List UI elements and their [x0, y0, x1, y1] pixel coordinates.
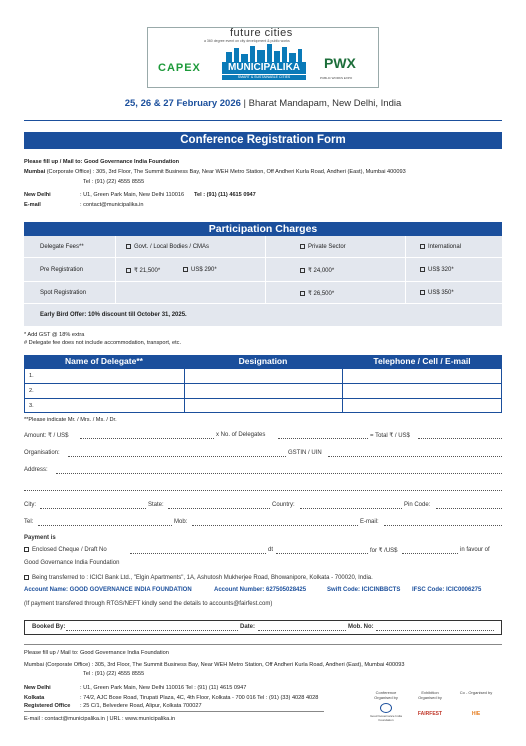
future-cities-logo: future cities [230, 27, 293, 39]
pre-govt-usd [183, 267, 217, 273]
pwx-tagline: PUBLIC WORKS EXPO [320, 76, 353, 80]
pincode-field[interactable] [436, 508, 502, 509]
for-amount-label: for ₹ /US$ [370, 548, 398, 554]
spot-intl [420, 290, 454, 296]
col-divider [265, 236, 266, 304]
tel-field[interactable] [38, 525, 172, 526]
footer-reg-label: Registered Office [24, 703, 71, 709]
col-delegate-fees: Delegate Fees** [40, 244, 84, 250]
checkbox-icon[interactable] [420, 244, 425, 249]
fee-note: # Delegate fee does not include accommodation, transport, etc. [24, 340, 182, 346]
pre-private-value: ₹ 24,000* [308, 268, 335, 274]
capex-logo: CAPEX [158, 62, 201, 74]
govt-label: Govt. / Local Bodies / CMAs [134, 244, 210, 251]
country-label: Country: [272, 502, 295, 508]
total-label: = Total ₹ / US$ [370, 433, 410, 439]
organisation-label: Organisation: [24, 450, 60, 456]
address-field[interactable] [56, 473, 502, 474]
pre-intl [420, 267, 454, 273]
col-telephone: Telephone / Cell / E-mail [373, 356, 471, 366]
divider [24, 120, 502, 121]
organisation-field[interactable] [68, 456, 286, 457]
pre-registration-label: Pre Registration [40, 267, 84, 273]
cheque-no-field[interactable] [130, 553, 266, 554]
private-option [300, 244, 346, 250]
cheque-date-field[interactable] [276, 553, 368, 554]
checkbox-icon[interactable] [24, 547, 29, 552]
checkbox-icon[interactable] [126, 268, 131, 273]
booked-date-label: Date: [240, 624, 256, 630]
booked-by-label: Booked By: [32, 624, 66, 630]
spot-private-value: ₹ 26,500* [308, 291, 335, 297]
booked-by-box [24, 620, 502, 635]
mumbai-address-text: (Corporate Office) : 305, 3rd Floor, The Summit Business Bay, Near WEH Metro Station, Off Andheri Kurla Road, Andheri (East), Mumbai 400093 [45, 169, 406, 175]
footer-kolkata: : 74/2, AJC Bose Road, Tirupati Plaza, 4C, 4th Floor, Kolkata - 700 016 Tel : (91) (33) 4028 4028 [80, 695, 319, 701]
govt-option [126, 244, 209, 250]
booked-mob-label: Mob. No: [348, 624, 374, 630]
table-row[interactable] [25, 369, 501, 384]
gstin-label: GSTIN / UIN [288, 450, 322, 456]
pre-govt-usd-value: US$ 290* [191, 267, 217, 274]
event-date-venue [0, 98, 526, 109]
footer-divider-2 [24, 711, 324, 712]
bank-transfer-label: Being transferred to : ICICI Bank Ltd., "Elgin Apartments", 1A, Ashutosh Mukherjee Road, Bhowanipore, Kolkata - 700020, India. [32, 575, 373, 582]
checkbox-icon[interactable] [420, 267, 425, 272]
state-label: State: [148, 502, 164, 508]
event-venue: | Bharat Mandapam, New Delhi, India [240, 98, 402, 109]
pwx-logo: PWX [324, 55, 356, 71]
payment-heading: Payment is [24, 535, 56, 541]
fill-up-note: Please fill up / Mail to: Good Governance India Foundation [24, 159, 180, 165]
account-name: Account Name: GOOD GOVERNANCE INDIA FOUNDATION [24, 587, 192, 593]
rtgs-note: (If payment transfered through RTGS/NEFT kindly send the details to accounts@fairfest.com) [24, 601, 273, 607]
email-field[interactable] [384, 525, 502, 526]
table-row[interactable] [25, 399, 501, 414]
checkbox-icon[interactable] [126, 244, 131, 249]
private-label: Private Sector [308, 244, 346, 251]
ifsc-code: IFSC Code: ICIC0006275 [412, 587, 482, 593]
table-row[interactable] [25, 384, 501, 399]
email-field-label: E-mail: [360, 519, 379, 525]
row-number: 2. [29, 388, 34, 394]
checkbox-icon[interactable] [183, 267, 188, 272]
tel-label: Tel: [24, 519, 34, 525]
pre-private [300, 267, 334, 274]
email-address: : contact@municipalika.in [80, 202, 144, 208]
intl-option [420, 244, 461, 250]
bank-transfer-option [24, 575, 373, 581]
col-divider [405, 236, 406, 304]
delhi-tel: Tel : (91) (11) 4615 0947 [194, 192, 256, 198]
pre-govt-inr [126, 267, 160, 274]
hie-logo: HIE [471, 711, 481, 717]
state-field[interactable] [168, 508, 270, 509]
municipalika-logo: MUNICIPALIKA [222, 62, 306, 74]
col-divider [115, 236, 116, 304]
cheque-label: Enclosed Cheque / Draft No [32, 547, 107, 554]
footer-fill-up: Please fill up / Mail to: Good Governance India Foundation [24, 650, 169, 656]
footer-reg: : 25 C/1, Belvedere Road, Alipur, Kolkata 700027 [80, 703, 202, 709]
checkbox-icon[interactable] [300, 291, 305, 296]
col-name-of-delegate: Name of Delegate** [65, 356, 143, 366]
pre-intl-value: US$ 320* [428, 267, 454, 274]
num-delegates-label: x No. of Delegates [216, 432, 266, 438]
cheque-option [24, 547, 107, 553]
swift-code: Swift Code: ICICINBBCTS [327, 587, 401, 593]
footer-delhi: : U1, Green Park Main, New Delhi 110016 Tel : (91) (11) 4615 0947 [80, 685, 247, 691]
salutation-note: **Please indicate Mr. / Mrs. / Ms. / Dr. [24, 417, 117, 423]
exhibition-organiser-label: Exhibition Organised by [418, 690, 442, 700]
event-dates: 25, 26 & 27 February 2026 [124, 98, 241, 109]
delegate-table-header [24, 355, 502, 368]
payee-name: Good Governance India Foundation [24, 560, 120, 566]
booked-by-field[interactable] [66, 630, 238, 631]
email-label: E-mail [24, 202, 41, 208]
city-field[interactable] [40, 508, 146, 509]
footer-divider [24, 644, 502, 645]
account-number: Account Number: 627505028425 [214, 587, 307, 593]
checkbox-icon[interactable] [300, 268, 305, 273]
num-delegates-field[interactable] [278, 438, 368, 439]
ggif-logo-icon [380, 703, 392, 713]
city-label: City: [24, 502, 36, 508]
co-organiser-label: Co - Organised by [459, 690, 493, 695]
city-skyline-icon [222, 44, 306, 62]
fairfest-logo: FAIRFEST [417, 711, 443, 717]
spot-registration-label: Spot Registration [40, 290, 87, 296]
conference-organiser-label: Conference Organised by [374, 690, 398, 700]
footer-kolkata-label: Kolkata [24, 695, 45, 701]
checkbox-icon[interactable] [420, 290, 425, 295]
checkbox-icon[interactable] [300, 244, 305, 249]
row-number: 1. [29, 373, 34, 379]
spot-intl-value: US$ 350* [428, 290, 454, 297]
pincode-label: Pin Code: [404, 502, 431, 508]
mob-label: Mob: [174, 519, 188, 525]
footer-email-url: E-mail : contact@municipalika.in | URL : www.municipalika.in [24, 716, 176, 722]
col-divider [184, 369, 185, 412]
amount-field[interactable] [80, 438, 214, 439]
col-designation: Designation [238, 356, 288, 366]
booked-date-field[interactable] [258, 630, 346, 631]
gstin-field[interactable] [328, 456, 502, 457]
footer-delhi-label: New Delhi [24, 685, 51, 691]
checkbox-icon[interactable] [24, 575, 29, 580]
delhi-label: New Delhi [24, 192, 51, 198]
footer-mumbai: Mumbai (Corporate Office) : 305, 3rd Floor, The Summit Business Bay, Near WEH Metro Station, Off Andheri Kurla Road, Andheri (East), Mumbai 400093 [24, 662, 405, 668]
mumbai-label: Mumbai [24, 169, 46, 175]
future-cities-tagline: a 360 degree event on city development & public works [204, 39, 290, 43]
cheque-amount-field[interactable] [402, 553, 458, 554]
amount-label: Amount: ₹ / US$ [24, 433, 69, 439]
country-field[interactable] [300, 508, 402, 509]
intl-label: International [428, 244, 462, 251]
municipalika-tagline: SMART & SUSTAINABLE CITIES [222, 75, 306, 80]
favour-label: in favour of [460, 547, 490, 553]
spot-private [300, 290, 334, 297]
delegate-table [24, 368, 502, 413]
mumbai-tel: Tel : (91) (22) 4555 8555 [83, 179, 145, 185]
address-field-line2[interactable] [24, 490, 502, 491]
booked-mob-field[interactable] [376, 630, 494, 631]
delhi-address: : U1, Green Park Main, New Delhi 110016 [80, 192, 185, 198]
mob-field[interactable] [192, 525, 358, 526]
dt-label: dt [268, 547, 274, 553]
pre-govt-inr-value: ₹ 21,500* [134, 268, 161, 274]
address-label: Address: [24, 467, 48, 473]
early-bird-offer: Early Bird Offer: 10% discount till October 31, 2025. [40, 312, 187, 318]
ggif-logo: Good Governance India Foundation [370, 714, 402, 722]
form-title: Conference Registration Form [24, 132, 502, 149]
charges-title: Participation Charges [24, 222, 502, 236]
gst-note: * Add GST @ 18% extra [24, 332, 85, 338]
row-number: 3. [29, 403, 34, 409]
mumbai-address [24, 168, 504, 176]
total-field[interactable] [418, 438, 502, 439]
footer-mumbai-tel: Tel : (91) (22) 4555 8555 [83, 671, 145, 677]
col-divider [342, 369, 343, 412]
